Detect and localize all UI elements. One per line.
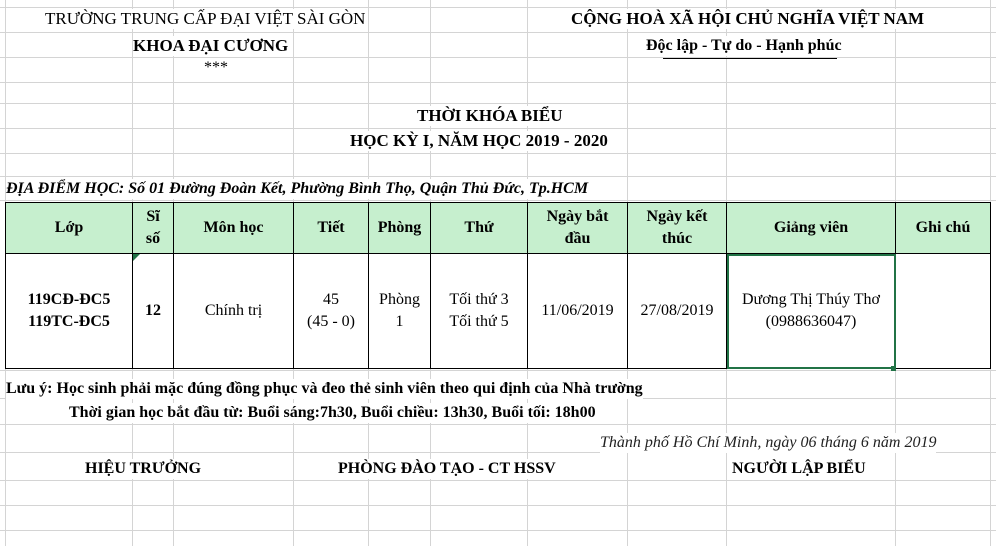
- header-end-date[interactable]: Ngày kết thúc: [628, 203, 727, 254]
- schedule-table: [5, 202, 991, 369]
- header-stars: ***: [204, 59, 228, 76]
- signature-principal: HIỆU TRƯỞNG: [85, 460, 202, 477]
- signature-training: PHÒNG ĐÀO TẠO - CT HSSV: [338, 460, 556, 477]
- cell-start-date[interactable]: 11/06/2019: [528, 254, 628, 369]
- table-row: [6, 254, 991, 369]
- cell-indicator-icon: [133, 254, 140, 261]
- note-line-2: Thời gian học bắt đầu từ: Buổi sáng:7h30, Buổi chiều: 13h30, Buổi tối: 18h00: [69, 404, 596, 421]
- header-subject[interactable]: Môn học: [174, 203, 294, 254]
- header-day[interactable]: Thứ: [431, 203, 528, 254]
- fill-handle[interactable]: [891, 366, 896, 371]
- cell-class[interactable]: 119CĐ-ĐC5 119TC-ĐC5: [6, 254, 133, 369]
- note-line-1: Lưu ý: Học sinh phải mặc đúng đồng phục và đeo thẻ sinh viên theo qui định của Nhà trường: [6, 380, 643, 397]
- signature-preparer: NGƯỜI LẬP BIỂU: [732, 460, 866, 477]
- header-periods[interactable]: Tiết: [294, 203, 369, 254]
- page-subtitle: HỌC KỲ I, NĂM HỌC 2019 - 2020: [350, 131, 608, 150]
- cell-periods[interactable]: 45 (45 - 0): [294, 254, 369, 369]
- header-note[interactable]: Ghi chú: [896, 203, 991, 254]
- header-class[interactable]: Lớp: [6, 203, 133, 254]
- page-title: THỜI KHÓA BIỂU: [417, 106, 563, 125]
- cell-room[interactable]: Phòng 1: [369, 254, 431, 369]
- motto: Độc lập - Tự do - Hạnh phúc: [646, 37, 842, 54]
- location-line: ĐỊA ĐIỂM HỌC: Số 01 Đường Đoàn Kết, Phường Bình Thọ, Quận Thủ Đức, Tp.HCM: [6, 180, 589, 197]
- cell-count[interactable]: 12: [133, 254, 174, 369]
- table-header-row: [6, 203, 991, 254]
- date-line: Thành phố Hồ Chí Minh, ngày 06 tháng 6 năm 2019: [600, 434, 937, 451]
- header-count[interactable]: Sĩ số: [133, 203, 174, 254]
- header-start-date[interactable]: Ngày bắt đầu: [528, 203, 628, 254]
- cell-teacher-selected[interactable]: Dương Thị Thúy Thơ (0988636047): [727, 254, 896, 369]
- cell-day[interactable]: Tối thứ 3 Tối thứ 5: [431, 254, 528, 369]
- cell-end-date[interactable]: 27/08/2019: [628, 254, 727, 369]
- header-teacher[interactable]: Giảng viên: [727, 203, 896, 254]
- school-name: TRƯỜNG TRUNG CẤP ĐẠI VIỆT SÀI GÒN: [45, 9, 366, 28]
- motto-underline: [663, 58, 837, 59]
- header-room[interactable]: Phòng: [369, 203, 431, 254]
- country-name: CỘNG HOÀ XÃ HỘI CHỦ NGHĨA VIỆT NAM: [571, 9, 925, 28]
- cell-subject[interactable]: Chính trị: [174, 254, 294, 369]
- department-name: KHOA ĐẠI CƯƠNG: [133, 36, 289, 55]
- cell-note[interactable]: [896, 254, 991, 369]
